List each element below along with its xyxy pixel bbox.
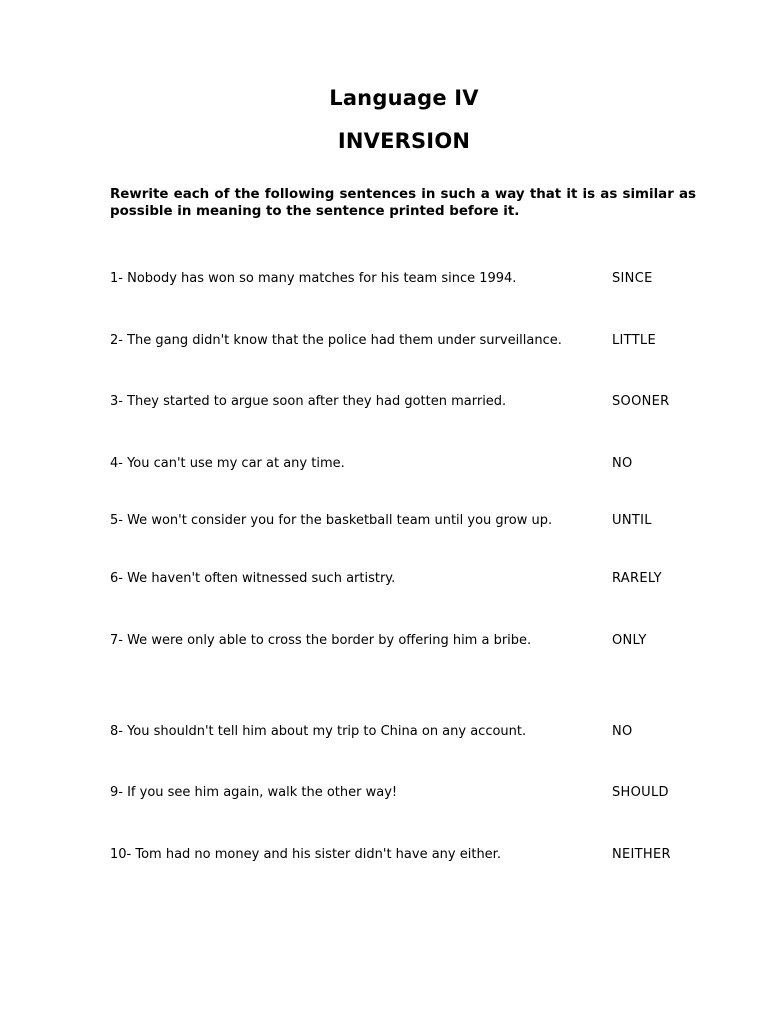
exercise-sentence: 2- The gang didn't know that the police had them under surveillance. xyxy=(110,333,562,348)
exercise-sentence: 6- We haven't often witnessed such artistry. xyxy=(110,571,396,586)
exercise-keyword: UNTIL xyxy=(612,513,652,528)
exercise-sentence: 3- They started to argue soon after they had gotten married. xyxy=(110,394,507,409)
exercise-item-10 xyxy=(110,846,710,864)
exercise-sentence: 4- You can't use my car at any time. xyxy=(110,456,345,471)
exercise-item-2 xyxy=(110,332,710,350)
exercise-item-4 xyxy=(110,455,710,473)
exercise-item-7 xyxy=(110,632,710,650)
exercise-item-8 xyxy=(110,723,710,741)
exercise-keyword: SOONER xyxy=(612,394,670,409)
exercise-item-5 xyxy=(110,512,710,530)
page-title: Language IV xyxy=(329,86,479,110)
exercise-sentence: 5- We won't consider you for the basketball team until you grow up. xyxy=(110,513,553,528)
exercise-keyword: SINCE xyxy=(612,271,653,286)
exercise-sentence: 8- You shouldn't tell him about my trip to China on any account. xyxy=(110,724,527,739)
instructions-text: Rewrite each of the following sentences in such a way that it is as similar as possible in meaning to the sentence printed before it. xyxy=(110,187,696,219)
exercise-keyword: NO xyxy=(612,724,633,739)
exercise-keyword: RARELY xyxy=(612,571,662,586)
exercise-item-3 xyxy=(110,393,710,411)
exercise-keyword: NEITHER xyxy=(612,847,671,862)
exercise-keyword: SHOULD xyxy=(612,785,669,800)
exercise-sentence: 10- Tom had no money and his sister didn't have any either. xyxy=(110,847,501,862)
exercise-keyword: NO xyxy=(612,456,633,471)
exercise-item-1 xyxy=(110,270,710,288)
exercise-item-6 xyxy=(110,570,710,588)
exercise-keyword: LITTLE xyxy=(612,333,656,348)
exercise-sentence: 9- If you see him again, walk the other way! xyxy=(110,785,398,800)
page-subtitle: INVERSION xyxy=(337,129,471,153)
exercise-keyword: ONLY xyxy=(612,633,647,648)
exercise-item-9 xyxy=(110,784,710,802)
exercise-sentence: 7- We were only able to cross the border by offering him a bribe. xyxy=(110,633,532,648)
exercise-sentence: 1- Nobody has won so many matches for his team since 1994. xyxy=(110,271,517,286)
